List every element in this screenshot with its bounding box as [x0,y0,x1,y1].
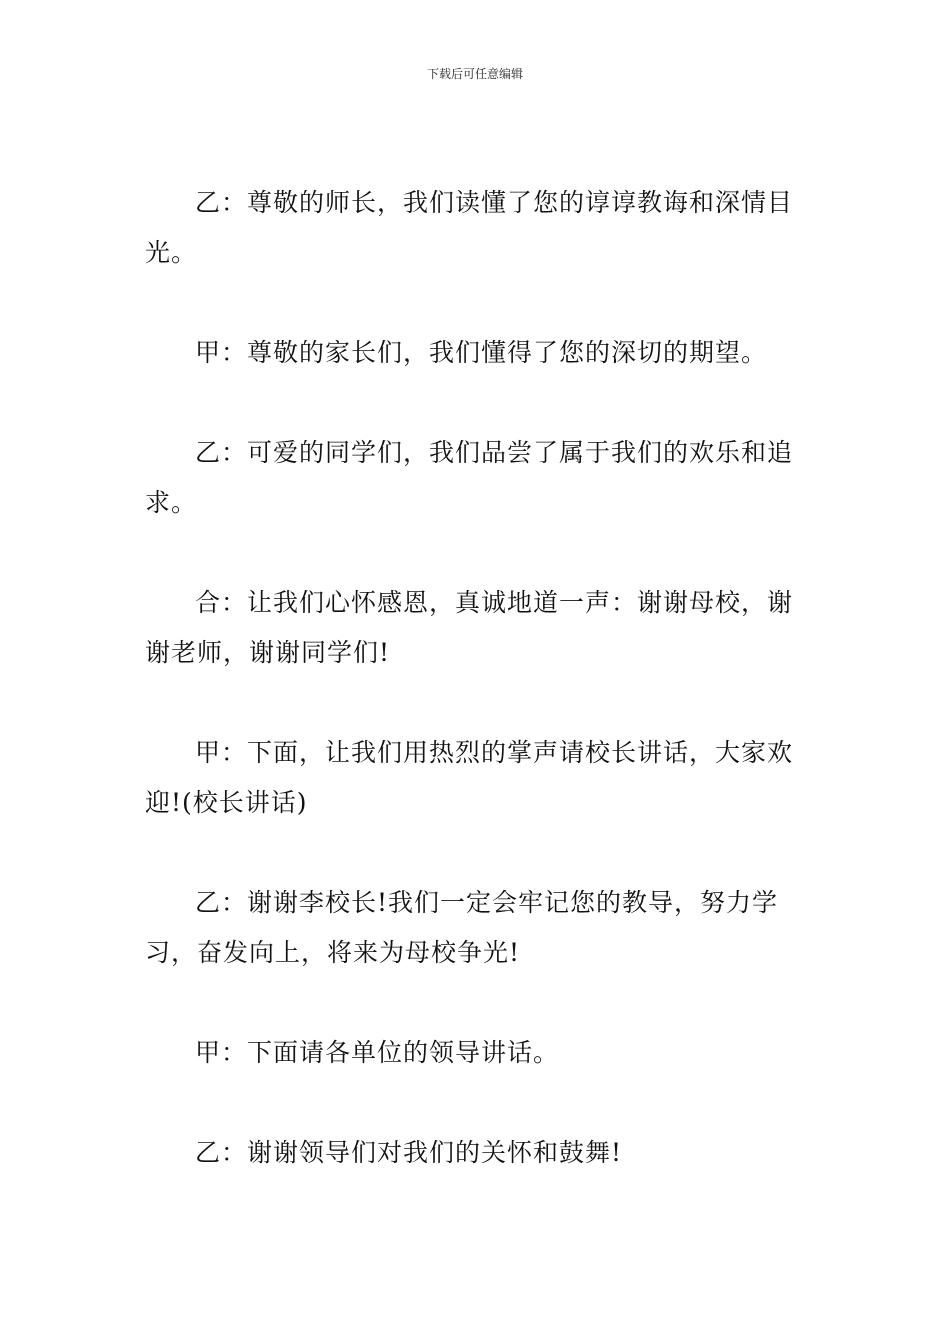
paragraph: 乙：谢谢领导们对我们的关怀和鼓舞! [195,1138,623,1167]
paragraph: 合：让我们心怀感恩，真诚地道一声：谢谢母校，谢谢老师，谢谢同学们! [145,588,794,667]
paragraph: 乙：可爱的同学们，我们品尝了属于我们的欢乐和追求。 [145,438,794,517]
paragraph: 乙：尊敬的师长，我们读懂了您的谆谆教诲和深情目光。 [145,188,794,267]
paragraph: 甲：尊敬的家长们，我们懂得了您的深切的期望。 [195,338,768,367]
paragraph: 甲：下面，让我们用热烈的掌声请校长讲话，大家欢迎!(校长讲话) [145,738,794,817]
paragraph: 甲：下面请各单位的领导讲话。 [195,1038,560,1067]
document-body [145,178,810,1228]
page-header: 下载后可任意编辑 [426,67,523,81]
paragraph: 乙：谢谢李校长!我们一定会牢记您的教导，努力学习，奋发向上，将来为母校争光! [145,888,779,967]
